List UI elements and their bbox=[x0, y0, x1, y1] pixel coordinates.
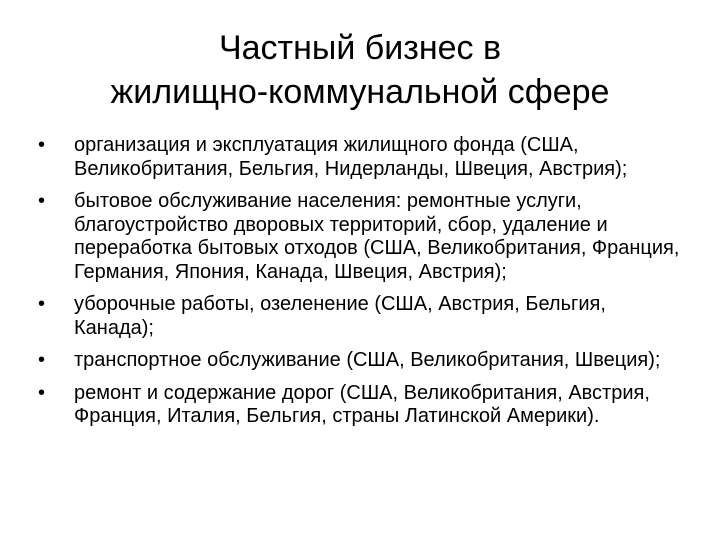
bullet-icon: • bbox=[38, 134, 46, 156]
bullet-icon: • bbox=[38, 349, 46, 371]
slide-title-line-2: жилищно-коммунальной сфере bbox=[110, 73, 610, 111]
slide-title-line-1: Частный бизнес в bbox=[218, 29, 502, 67]
bullet-item-roads bbox=[36, 382, 686, 429]
bullet-text: транспортное обслуживание (США, Великобритания, Швеция); bbox=[74, 349, 661, 371]
bullet-item-transport bbox=[36, 349, 686, 373]
bullet-icon: • bbox=[38, 293, 46, 315]
bullet-item-household-services bbox=[36, 190, 686, 284]
bullet-text: организация и эксплуатация жилищного фонда (США, Великобритания, Бельгия, Нидерланды, Швеция, Австрия); bbox=[74, 134, 628, 180]
slide-title bbox=[40, 26, 680, 114]
bullet-item-housing bbox=[36, 134, 686, 181]
bullet-text: уборочные работы, озеленение (США, Австрия, Бельгия, Канада); bbox=[74, 293, 606, 339]
bullet-list bbox=[36, 134, 686, 438]
bullet-item-cleaning bbox=[36, 293, 686, 340]
bullet-icon: • bbox=[38, 190, 46, 212]
bullet-text: бытовое обслуживание населения: ремонтные услуги, благоустройство дворовых территорий, сбор, удаление и переработка бытовых отходов (США, Великобритания, Франция, Германия, Япония, Канада, Швеция, Австрия); bbox=[74, 190, 680, 283]
bullet-icon: • bbox=[38, 381, 46, 404]
bullet-text: ремонт и содержание дорог (США, Великобритания, Австрия, Франция, Италия, Бельгия, страны Латинской Америки). bbox=[74, 381, 650, 427]
